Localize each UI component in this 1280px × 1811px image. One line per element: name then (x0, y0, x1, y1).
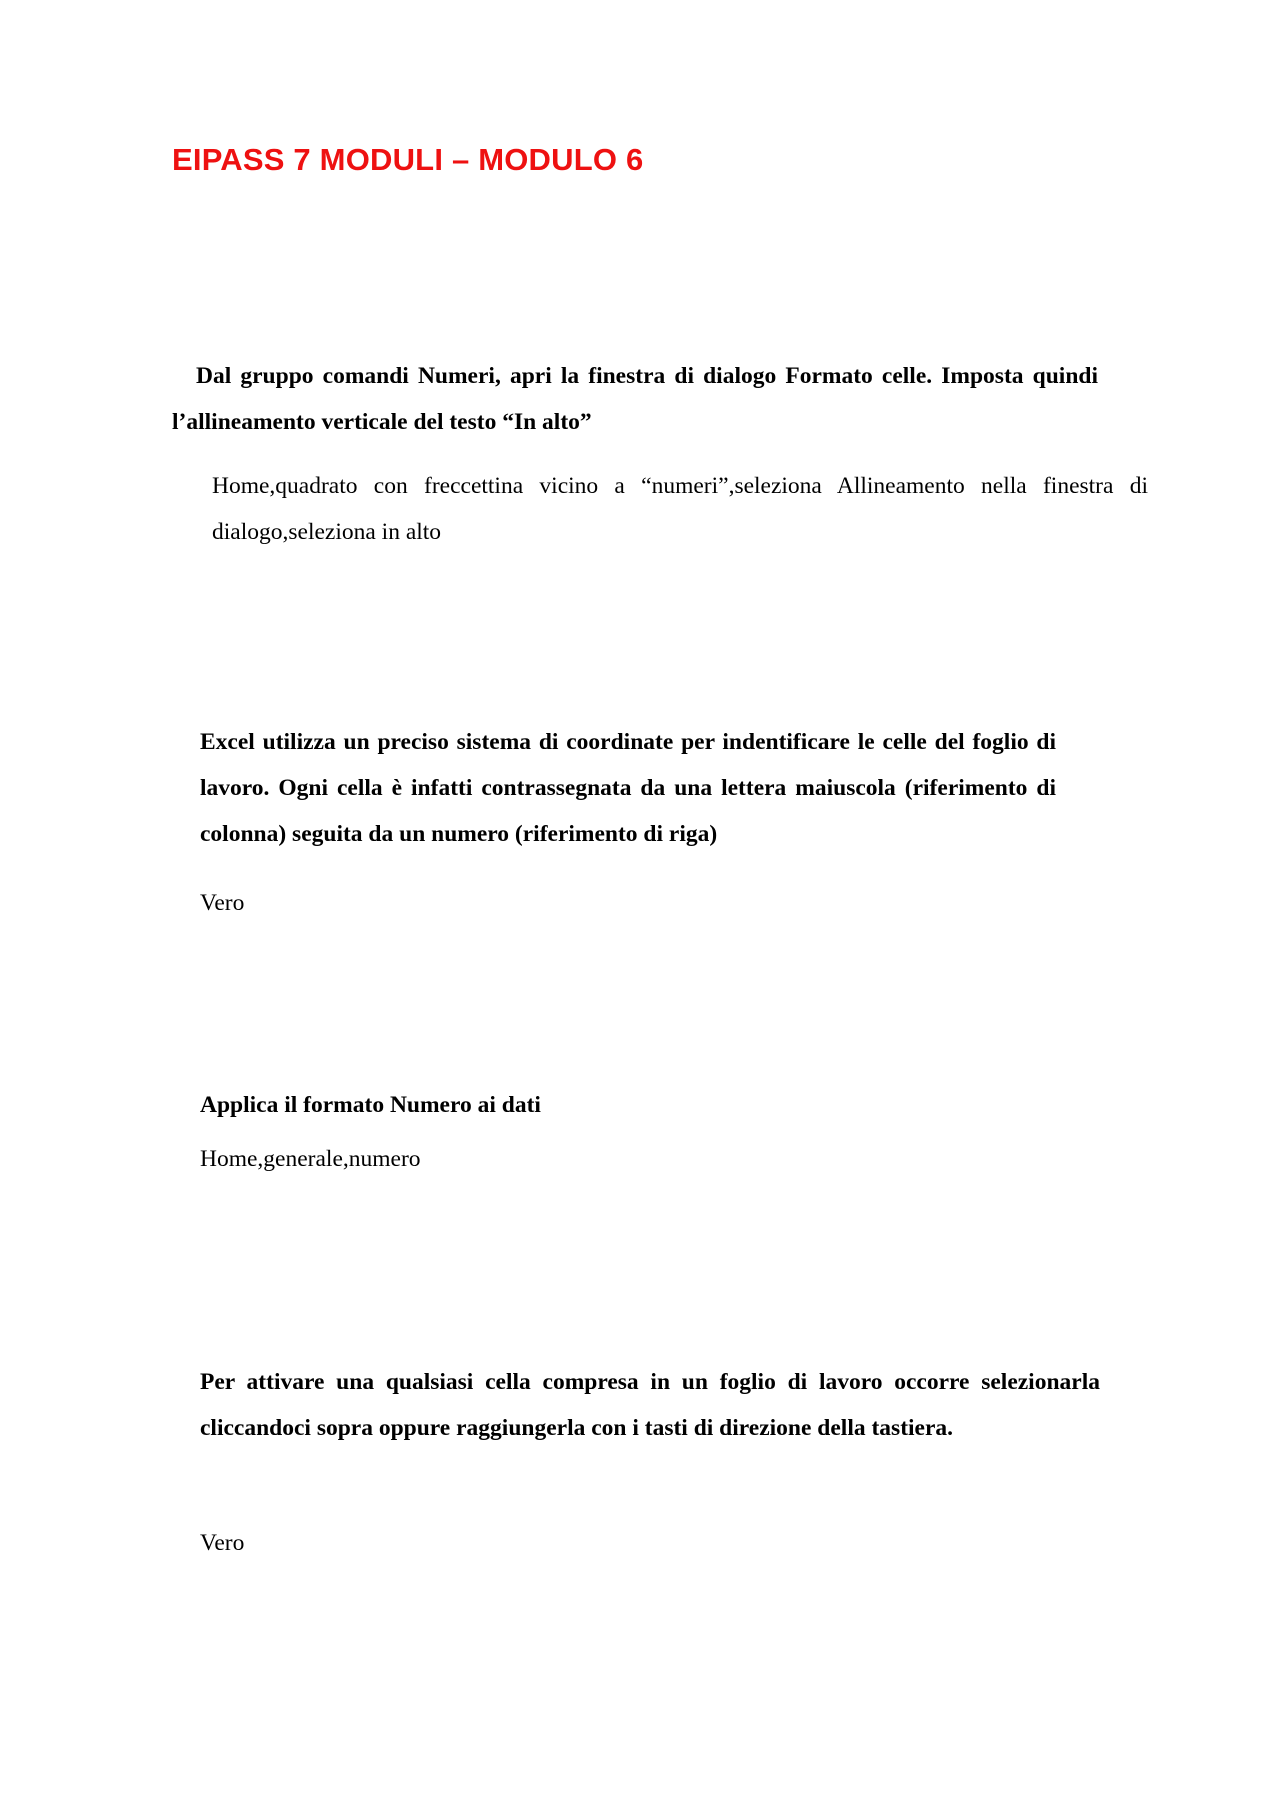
question-3: Applica il formato Numero ai dati (200, 1092, 541, 1118)
question-2: Excel utilizza un preciso sistema di coordinate per indentificare le celle del foglio di lavoro. Ogni cella è infatti contrassegnata da una lettera maiuscola (riferimento di colonna) seguita da un numero (riferimento di riga) (200, 729, 1056, 847)
question-4: Per attivare una qualsiasi cella compresa in un foglio di lavoro occorre selezionarla cliccandoci sopra oppure raggiungerla con i tasti di direzione della tastiera. (200, 1369, 1100, 1441)
question-1: Dal gruppo comandi Numeri, apri la finestra di dialogo Formato celle. Imposta quindi l’allineamento verticale del testo “In alto” (172, 363, 1098, 435)
answer-3: Home,generale,numero (200, 1146, 421, 1172)
answer-2: Vero (200, 890, 245, 916)
answer-4: Vero (200, 1530, 245, 1556)
answer-1: Home,quadrato con freccettina vicino a “numeri”,seleziona Allineamento nella finestra di dialogo,seleziona in alto (212, 473, 1148, 545)
document-title: EIPASS 7 MODULI – MODULO 6 (172, 142, 644, 177)
